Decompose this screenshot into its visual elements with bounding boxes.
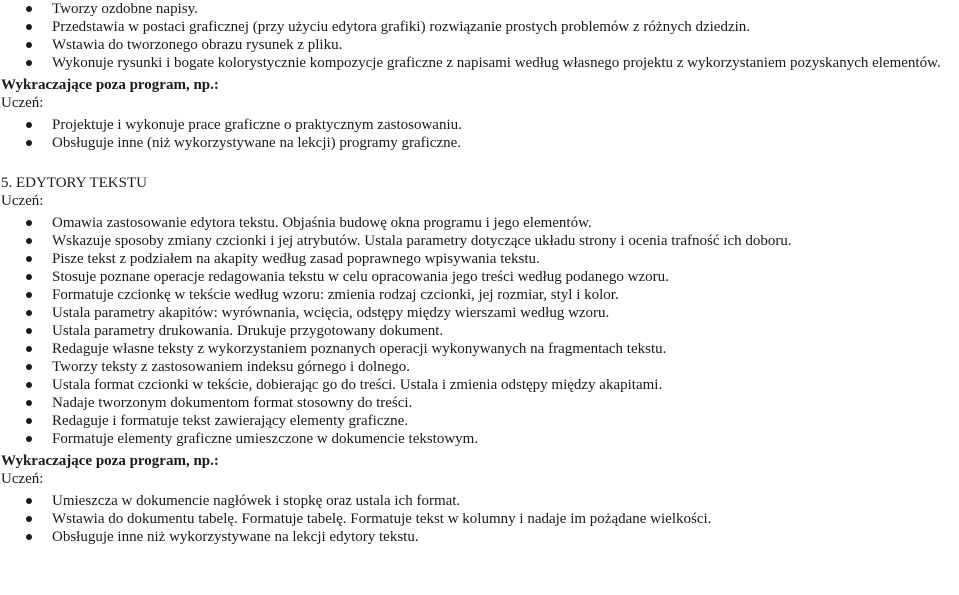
bullet-icon bbox=[26, 382, 32, 388]
bullet-icon bbox=[26, 534, 32, 540]
skills-list-text-editors bbox=[0, 214, 959, 448]
bullet-icon bbox=[26, 122, 32, 128]
list-item: Obsługuje inne niż wykorzystywane na lekcji edytory tekstu. bbox=[0, 528, 959, 546]
list-item: Tworzy teksty z zastosowaniem indeksu górnego i dolnego. bbox=[0, 358, 959, 376]
bullet-icon bbox=[26, 140, 32, 146]
list-item: Ustala parametry akapitów: wyrównania, wcięcia, odstępy między wierszami według wzoru. bbox=[0, 304, 959, 322]
bullet-icon bbox=[26, 42, 32, 48]
list-item: Wskazuje sposoby zmiany czcionki i jej atrybutów. Ustala parametry dotyczące układu strony i ocenia trafność ich doboru. bbox=[0, 232, 959, 250]
list-item: Wstawia do dokumentu tabelę. Formatuje tabelę. Formatuje tekst w kolumny i nadaje im pożądane wielkości. bbox=[0, 510, 959, 528]
bullet-icon bbox=[26, 328, 32, 334]
student-label: Uczeń: bbox=[1, 95, 44, 111]
extra-heading: Wykraczające poza program, np.: bbox=[1, 77, 219, 93]
bullet-icon bbox=[26, 256, 32, 262]
bullet-icon bbox=[26, 346, 32, 352]
list-item: Umieszcza w dokumencie nagłówek i stopkę oraz ustala ich format. bbox=[0, 492, 959, 510]
list-item: Ustala format czcionki w tekście, dobierając go do treści. Ustala i zmienia odstępy między akapitami. bbox=[0, 376, 959, 394]
bullet-icon bbox=[26, 274, 32, 280]
bullet-icon bbox=[26, 364, 32, 370]
list-item: Formatuje elementy graficzne umieszczone w dokumencie tekstowym. bbox=[0, 430, 959, 448]
list-item: Projektuje i wykonuje prace graficzne o praktycznym zastosowaniu. bbox=[0, 116, 959, 134]
skills-list-graphics bbox=[0, 0, 959, 72]
student-label: Uczeń: bbox=[1, 193, 44, 209]
list-item: Redaguje i formatuje tekst zawierający elementy graficzne. bbox=[0, 412, 959, 430]
extra-skills-list-graphics bbox=[0, 116, 959, 152]
bullet-icon bbox=[26, 418, 32, 424]
bullet-icon bbox=[26, 310, 32, 316]
list-item: Obsługuje inne (niż wykorzystywane na lekcji) programy graficzne. bbox=[0, 134, 959, 152]
bullet-icon bbox=[26, 400, 32, 406]
student-label: Uczeń: bbox=[1, 471, 44, 487]
bullet-icon bbox=[26, 436, 32, 442]
bullet-icon bbox=[26, 24, 32, 30]
list-item: Wykonuje rysunki i bogate kolorystycznie kompozycje graficzne z napisami według własnego projektu z wykorzystaniem pozyskanych elementów. bbox=[0, 54, 959, 72]
extra-skills-list-text-editors bbox=[0, 492, 959, 546]
list-item: Przedstawia w postaci graficznej (przy użyciu edytora grafiki) rozwiązanie prostych problemów z różnych dziedzin. bbox=[0, 18, 959, 36]
list-item: Wstawia do tworzonego obrazu rysunek z pliku. bbox=[0, 36, 959, 54]
bullet-icon bbox=[26, 6, 32, 12]
list-item: Redaguje własne teksty z wykorzystaniem poznanych operacji wykonywanych na fragmentach tekstu. bbox=[0, 340, 959, 358]
list-item: Stosuje poznane operacje redagowania tekstu w celu opracowania jego treści według podanego wzoru. bbox=[0, 268, 959, 286]
list-item: Formatuje czcionkę w tekście według wzoru: zmienia rodzaj czcionki, jej rozmiar, styl i kolor. bbox=[0, 286, 959, 304]
bullet-icon bbox=[26, 60, 32, 66]
section-title: 5. EDYTORY TEKSTU bbox=[1, 175, 147, 191]
bullet-icon bbox=[26, 498, 32, 504]
list-item: Omawia zastosowanie edytora tekstu. Objaśnia budowę okna programu i jego elementów. bbox=[0, 214, 959, 232]
list-item: Ustala parametry drukowania. Drukuje przygotowany dokument. bbox=[0, 322, 959, 340]
list-item: Pisze tekst z podziałem na akapity według zasad poprawnego wpisywania tekstu. bbox=[0, 250, 959, 268]
bullet-icon bbox=[26, 220, 32, 226]
bullet-icon bbox=[26, 292, 32, 298]
list-item: Tworzy ozdobne napisy. bbox=[0, 0, 959, 18]
extra-heading: Wykraczające poza program, np.: bbox=[1, 453, 219, 469]
bullet-icon bbox=[26, 516, 32, 522]
bullet-icon bbox=[26, 238, 32, 244]
list-item: Nadaje tworzonym dokumentom format stosowny do treści. bbox=[0, 394, 959, 412]
